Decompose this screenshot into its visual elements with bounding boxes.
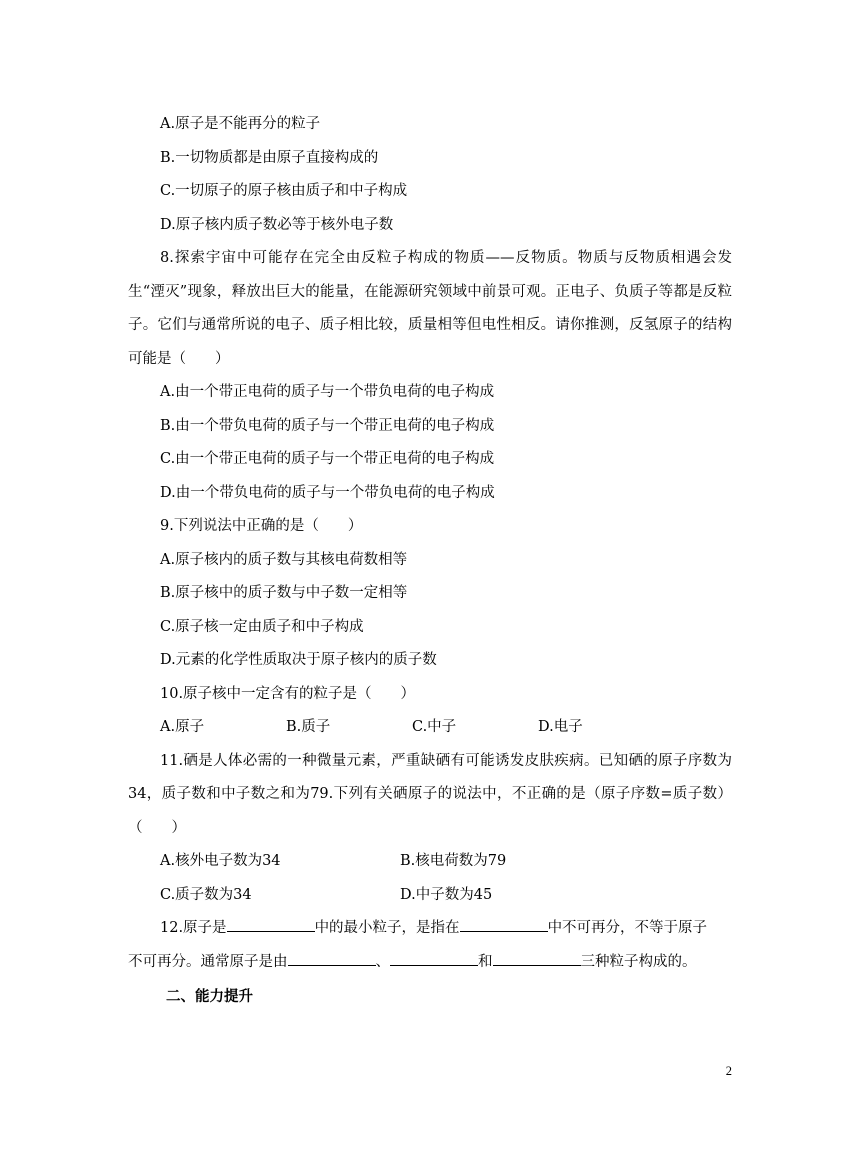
q9-stem: 9.下列说法中正确的是（ ） [160,518,363,534]
q8-option-c: C.由一个带正电荷的质子与一个带正电荷的电子构成 [160,451,495,467]
q10-stem: 10.原子核中一定含有的粒子是（ ） [160,685,416,702]
q10-option-a: A.原子 [160,719,205,735]
q7-option-c: C.一切原子的原子核由质子和中子构成 [160,183,408,199]
q10-option-b: B.质子 [286,719,331,735]
q9-option-d: D.元素的化学性质取决于原子核内的质子数 [160,652,437,668]
page-content [128,108,732,1015]
q10-option-d: D.电子 [538,719,583,735]
q12-text-1: 12.原子是 [160,920,227,936]
q11-option-a: A.核外电子数为34 [160,853,281,869]
answer-blank[interactable] [493,951,581,966]
question-8 [128,242,732,510]
q9-option-b: B.原子核中的质子数与中子数一定相等 [160,585,408,601]
q7-option-d: D.原子核内质子数必等于核外电子数 [160,216,394,233]
answer-blank[interactable] [288,951,376,966]
q12-line-2 [128,946,732,980]
q12-text-2: 中的最小粒子，是指在 [314,920,460,936]
q8-option-b: B.由一个带负电荷的质子与一个带正电荷的电子构成 [160,417,495,434]
page-number: 2 [725,1064,732,1078]
q8-option-a: A.由一个带正电荷的质子与一个带负电荷的电子构成 [160,384,495,400]
q9-option-a: A.原子核内的质子数与其核电荷数相等 [160,551,408,568]
q11-options-row-1 [128,845,732,879]
q8-option-d: D.由一个带负电荷的质子与一个带负电荷的电子构成 [160,484,495,501]
q11-option-c: C.质子数为34 [160,886,252,903]
question-11 [128,745,732,913]
answer-blank[interactable] [227,917,315,932]
answer-blank[interactable] [460,917,548,932]
section-heading: 二、能力提升 [166,989,253,1005]
question-12 [128,912,732,979]
answer-blank[interactable] [390,951,478,966]
q8-stem: 8.探索宇宙中可能存在完全由反粒子构成的物质——反物质。物质与反物质相遇会发生“湮灭”现象，释放出巨大的能量，在能源研究领域中前景可观。正电子、负质子等都是反粒子。它们与通常所说的电子、质子相比较，质量相等但电性相反。请你推测，反氢原子的结构可能是（ ） [128,250,732,367]
q11-options-row-2 [128,879,732,913]
q11-option-b: B.核电荷数为79 [400,853,507,869]
question-10 [128,678,732,745]
question-9 [128,510,732,678]
q12-text-6: 和 [478,953,493,970]
q10-option-c: C.中子 [412,719,457,735]
q12-text-4: 不可再分。通常原子是由 [128,953,288,970]
q11-stem: 11.硒是人体必需的一种微量元素，严重缺硒有可能诱发皮肤疾病。已知硒的原子序数为34，质子数和中子数之和为79.下列有关硒原子的说法中，不正确的是（原子序数=质子数）（ ） [128,752,732,836]
q7-option-b: B.一切物质都是由原子直接构成的 [160,149,379,166]
q11-option-d: D.中子数为45 [400,886,493,903]
q12-text-5: 、 [375,953,390,970]
q12-text-7: 三种粒子构成的。 [580,953,697,970]
q12-text-3: 中不可再分，不等于原子 [547,920,708,936]
q10-options [128,711,732,745]
q7-options [128,108,732,242]
q7-option-a: A.原子是不能再分的粒子 [160,116,321,132]
q12-line-1 [128,912,732,946]
q9-option-c: C.原子核一定由质子和中子构成 [160,618,364,635]
